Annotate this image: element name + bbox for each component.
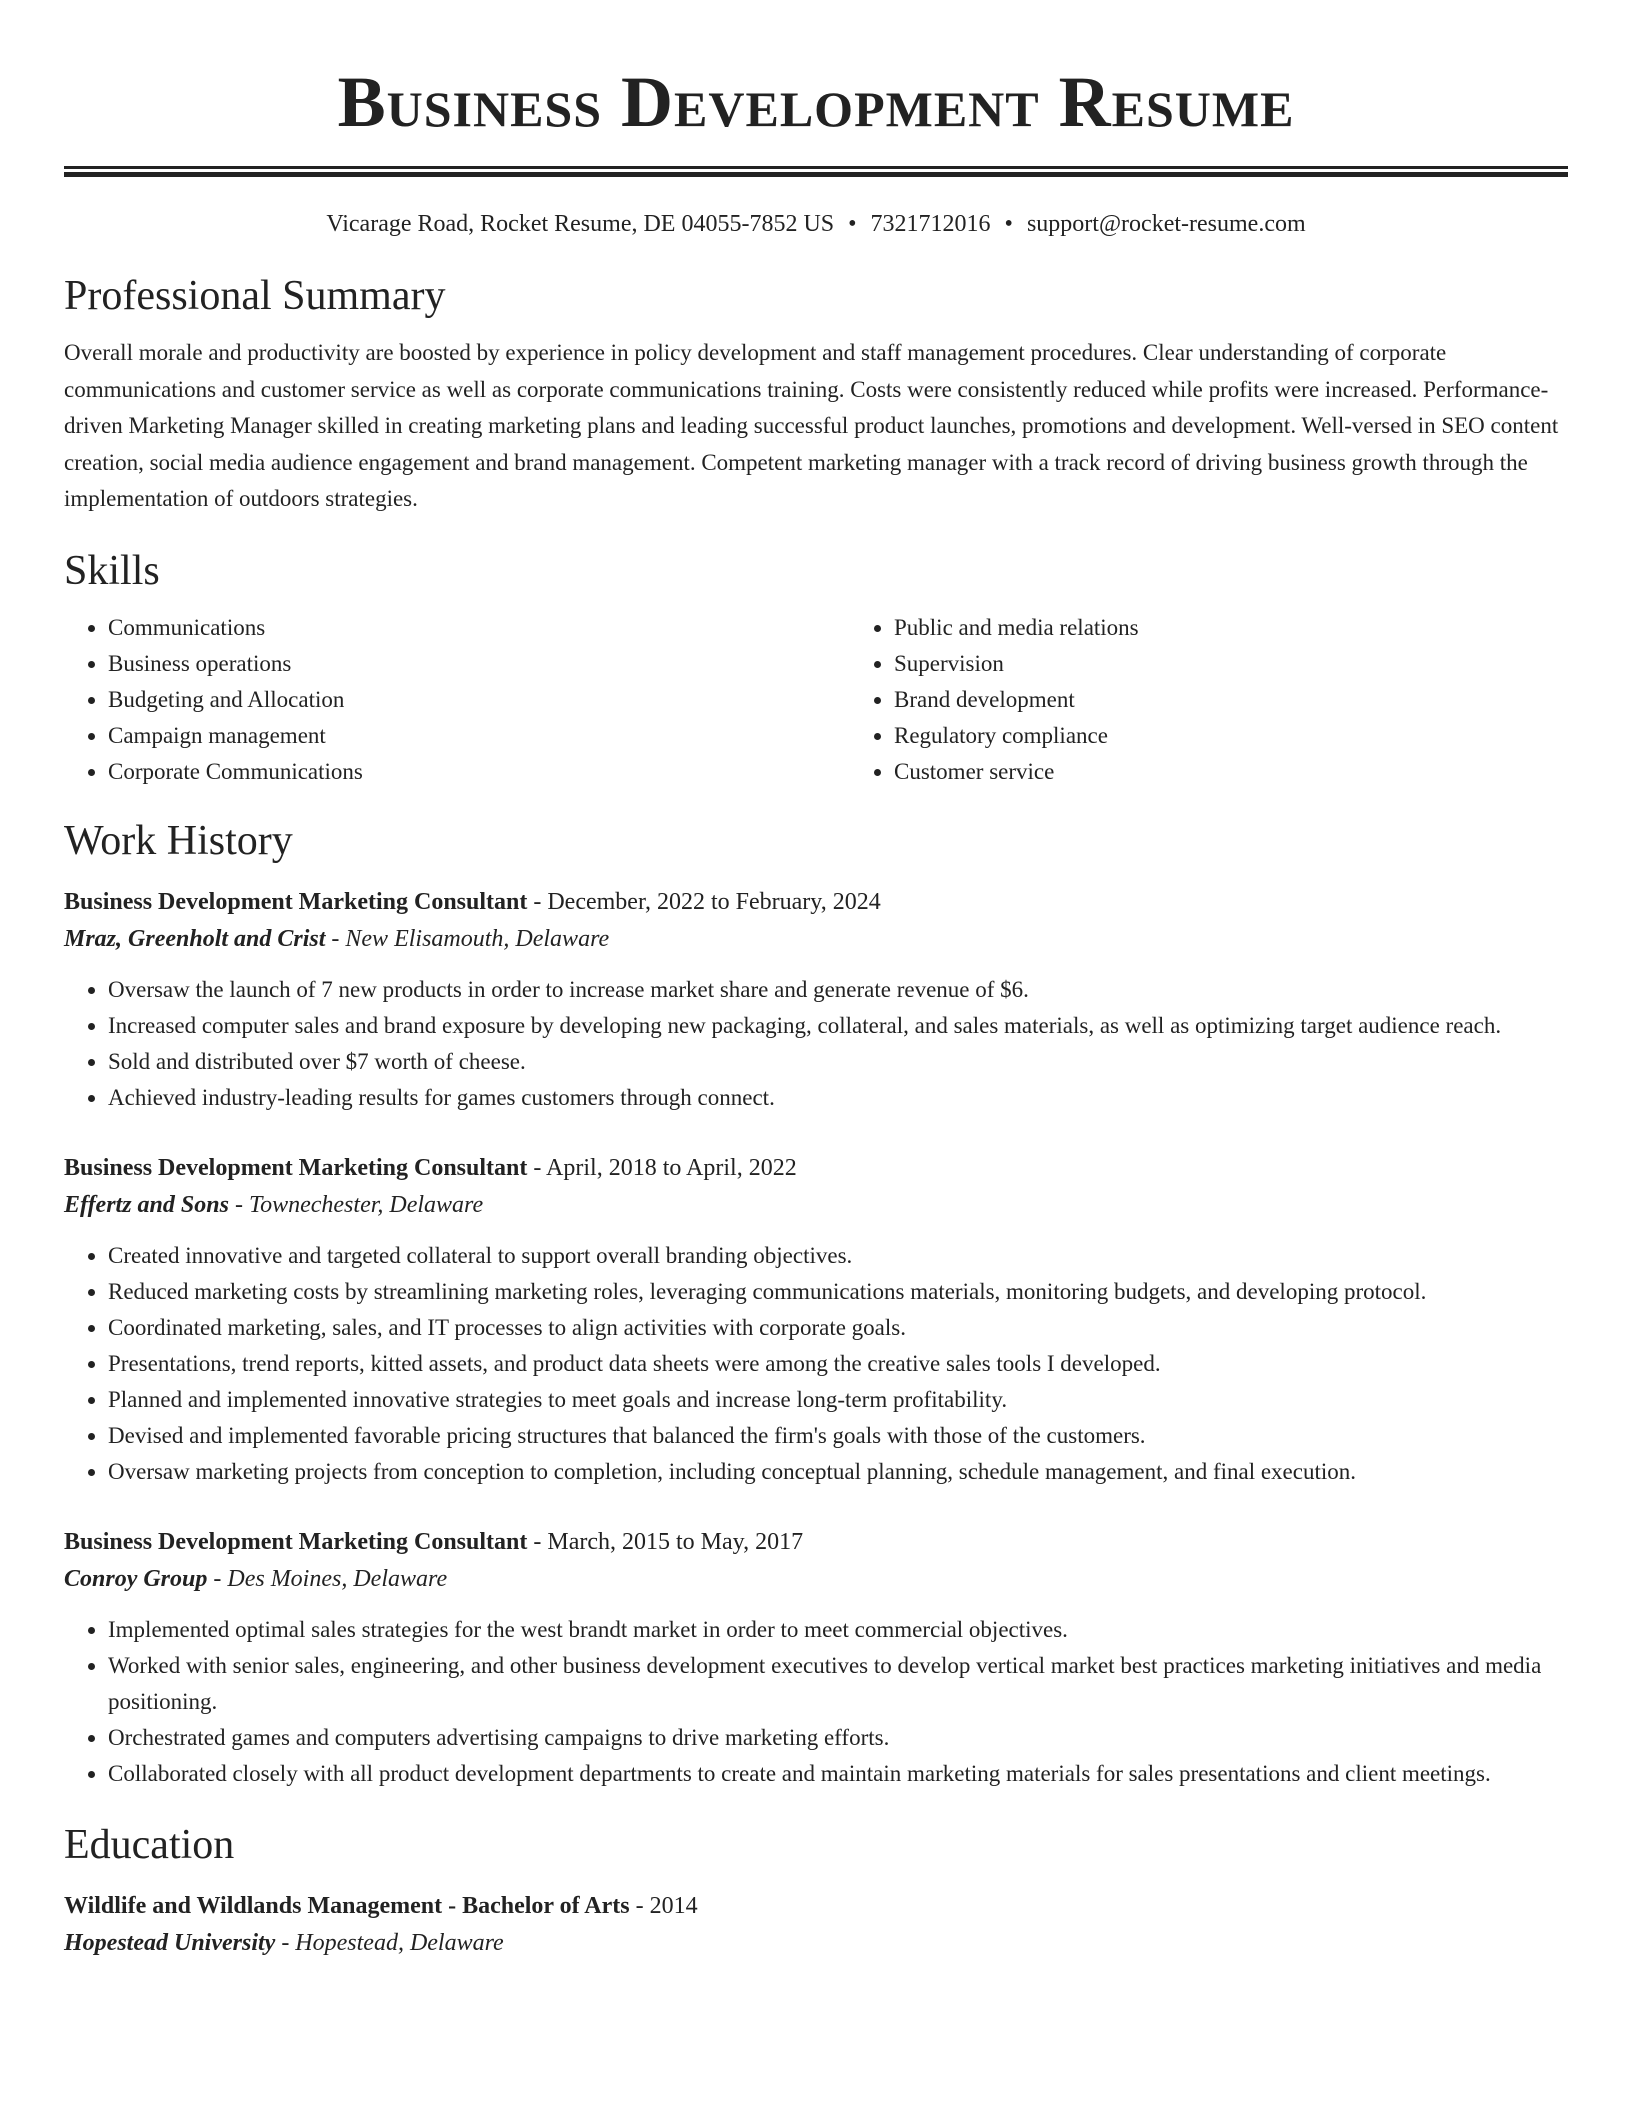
work-history-heading: Work History	[64, 817, 293, 864]
education-heading: Education	[64, 1821, 235, 1868]
job-dates: - March, 2015 to May, 2017	[527, 1528, 804, 1555]
company-name: Mraz, Greenholt and Crist	[64, 925, 326, 952]
job-dates: - December, 2022 to February, 2024	[527, 888, 881, 915]
duty-item: • Devised and implemented favorable pricing structures that balanced the firm's goals with those of the customers.	[108, 1418, 1568, 1454]
contact-separator: •	[848, 211, 857, 237]
job-entry	[64, 884, 1568, 1116]
skill-item: • Supervision	[894, 646, 1632, 682]
contact-line	[64, 209, 1568, 239]
degree-name: Wildlife and Wildlands Management - Bachelor of Arts	[64, 1892, 630, 1919]
job-entry	[64, 1524, 1568, 1792]
company-line	[64, 1560, 1568, 1598]
duty-item: • Worked with senior sales, engineering, and other business development executives to develop vertical market best practices marketing initiatives and media positioning.	[108, 1648, 1568, 1720]
job-title: Business Development Marketing Consultant	[64, 1528, 528, 1555]
company-location: - Des Moines, Delaware	[207, 1565, 448, 1592]
company-name: Effertz and Sons	[64, 1191, 229, 1218]
duty-item: • Created innovative and targeted collateral to support overall branding objectives.	[108, 1238, 1568, 1274]
company-location: - New Elisamouth, Delaware	[325, 925, 610, 952]
job-dates: - April, 2018 to April, 2022	[527, 1154, 797, 1181]
duty-item: • Presentations, trend reports, kitted assets, and product data sheets were among the creative sales tools I developed.	[108, 1346, 1568, 1382]
job-duties	[64, 972, 1568, 1116]
job-duties	[64, 1612, 1568, 1792]
resume-title: Business Development Resume	[337, 62, 1295, 142]
contact-phone: 7321712016	[870, 211, 991, 237]
duty-item: • Oversaw the launch of 7 new products in order to increase market share and generate revenue of $6.	[108, 972, 1568, 1008]
skill-item: • Brand development	[894, 682, 1632, 718]
school-line	[64, 1924, 1568, 1962]
job-title: Business Development Marketing Consultant	[64, 888, 528, 915]
company-line	[64, 1186, 1568, 1224]
skill-item: • Regulatory compliance	[894, 718, 1632, 754]
skills-list-right	[850, 610, 1632, 790]
degree-year: - 2014	[629, 1892, 698, 1919]
duty-item: • Oversaw marketing projects from conception to completion, including conceptual planning, schedule management, and final execution.	[108, 1454, 1568, 1490]
duty-item: • Reduced marketing costs by streamlining marketing roles, leveraging communications materials, monitoring budgets, and developing protocol.	[108, 1274, 1568, 1310]
duty-item: • Orchestrated games and computers advertising campaigns to drive marketing efforts.	[108, 1720, 1568, 1756]
skills-columns	[64, 610, 1568, 790]
company-location: - Townechester, Delaware	[228, 1191, 484, 1218]
summary-heading: Professional Summary	[64, 273, 446, 319]
skill-item: • Communications	[108, 610, 850, 646]
title-double-rule	[64, 166, 1568, 177]
school-name: Hopestead University	[64, 1929, 276, 1956]
duty-item: • Coordinated marketing, sales, and IT processes to align activities with corporate goals.	[108, 1310, 1568, 1346]
skill-item: • Budgeting and Allocation	[108, 682, 850, 718]
duty-item: • Sold and distributed over $7 worth of cheese.	[108, 1044, 1568, 1080]
degree-line	[64, 1888, 1568, 1924]
contact-address: Vicarage Road, Rocket Resume, DE 04055-7852 US	[326, 211, 835, 237]
skill-item: • Customer service	[894, 754, 1632, 790]
duty-item: • Implemented optimal sales strategies for the west brandt market in order to meet commercial objectives.	[108, 1612, 1568, 1648]
duty-item: • Collaborated closely with all product development departments to create and maintain marketing materials for sales presentations and client meetings.	[108, 1756, 1568, 1792]
skill-item: • Corporate Communications	[108, 754, 850, 790]
job-title-line	[64, 1524, 1568, 1560]
duty-item: • Increased computer sales and brand exposure by developing new packaging, collateral, and sales materials, as well as optimizing target audience reach.	[108, 1008, 1568, 1044]
skills-list-left	[64, 610, 850, 790]
school-location: - Hopestead, Delaware	[275, 1929, 504, 1956]
job-title-line	[64, 884, 1568, 920]
summary-text: Overall morale and productivity are boosted by experience in policy development and staff management procedures. Clear understanding of corporate communications and customer service as well as corporate communications training. Costs were consistently reduced while profits were increased. Performance-driven Marketing Manager skilled in creating marketing plans and leading successful product launches, promotions and development. Well-versed in SEO content creation, social media audience engagement and brand management. Competent marketing manager with a track record of driving business growth through the implementation of outdoors strategies.	[64, 340, 1559, 511]
job-entry	[64, 1150, 1568, 1490]
duty-item: • Planned and implemented innovative strategies to meet goals and increase long-term profitability.	[108, 1382, 1568, 1418]
company-name: Conroy Group	[64, 1565, 208, 1592]
skill-item: • Campaign management	[108, 718, 850, 754]
contact-separator: •	[1004, 211, 1013, 237]
job-title: Business Development Marketing Consultant	[64, 1154, 528, 1181]
contact-email: support@rocket-resume.com	[1026, 211, 1306, 237]
job-duties	[64, 1238, 1568, 1490]
job-title-line	[64, 1150, 1568, 1186]
skill-item: • Public and media relations	[894, 610, 1632, 646]
company-line	[64, 920, 1568, 958]
skill-item: • Business operations	[108, 646, 850, 682]
skills-heading: Skills	[64, 547, 160, 594]
duty-item: • Achieved industry-leading results for games customers through connect.	[108, 1080, 1568, 1116]
